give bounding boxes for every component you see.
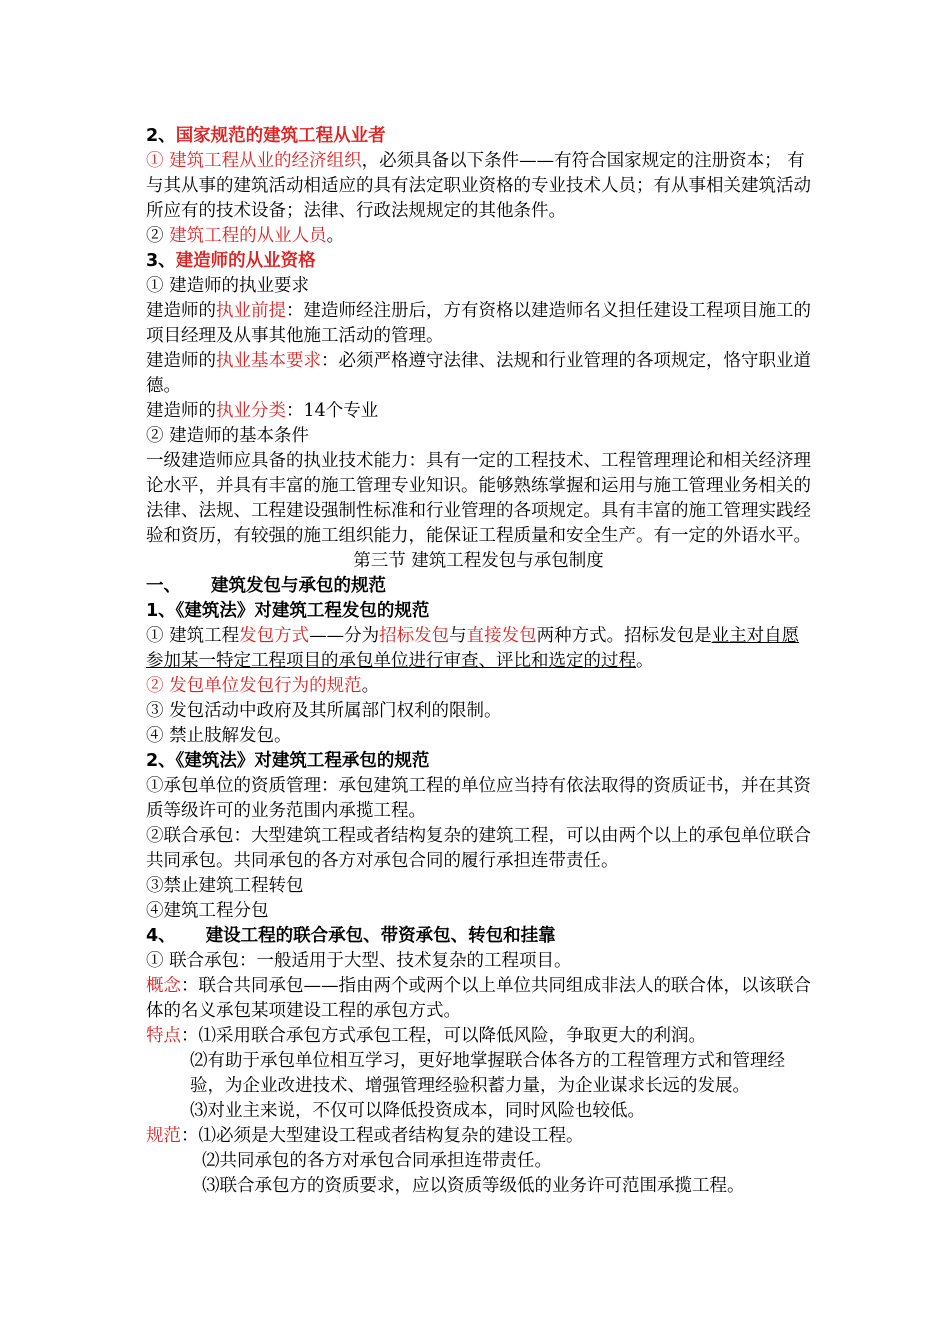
paragraph-government-limits: ③ 发包活动中政府及其所属部门权利的限制。	[146, 701, 502, 721]
paragraph-practice-premise: 建造师的执业前提：建造师经注册后，方有资格以建造师名义担任建设工程项目施工的项目经理及从事其他施工活动的管理。	[146, 301, 811, 346]
heading-3-constructor-qualification: 3、建造师的从业资格	[146, 251, 316, 271]
paragraph-features-2: ⑵有助于承包单位相互学习，更好地掌握联合体各方的工程管理方式和管理经验，为企业改进技术、增强管理经验积蓄力量，为企业谋求长远的发展。	[190, 1051, 785, 1096]
paragraph-norms-2: ⑵共同承包的各方对承包合同承担连带责任。	[202, 1151, 552, 1171]
paragraph-norms-3: ⑶联合承包方的资质要求，应以资质等级低的业务许可范围承揽工程。	[202, 1176, 745, 1196]
paragraph-practice-categories: 建造师的执业分类：14个专业	[146, 401, 379, 421]
item-basic-conditions: ② 建造师的基本条件	[146, 426, 310, 446]
section-title: 第三节 建筑工程发包与承包制度	[353, 551, 604, 571]
paragraph-economic-organization: ① 建筑工程从业的经济组织，必须具备以下条件——有符合国家规定的注册资本； 有与其从事的建筑活动相适应的具有法定职业资格的专业技术人员；有从事相关建筑活动所应有的技术设备；法律、行政法规规定的其他条件。	[146, 151, 811, 221]
paragraph-no-split-contracting: ④ 禁止肢解发包。	[146, 726, 292, 746]
paragraph-qualification-management: ①承包单位的资质管理：承包建筑工程的单位应当持有依法取得的资质证书，并在其资质等级许可的业务范围内承揽工程。	[146, 776, 811, 821]
paragraph-concept: 概念：联合共同承包——指由两个或两个以上单位共同组成非法人的联合体，以该联合体的名义承包某项建设工程的承包方式。	[146, 976, 811, 1021]
document-body	[146, 124, 811, 1199]
paragraph-contracting-methods: ① 建筑工程发包方式——分为招标发包与直接发包两种方式。招标发包是业主对自愿参加某一特定工程项目的承包单位进行审查、评比和选定的过程。	[146, 626, 800, 671]
heading-2-contracting-in: 2、《建筑法》对建筑工程承包的规范	[146, 751, 430, 771]
paragraph-practitioners: ② 建筑工程的从业人员。	[146, 226, 345, 246]
heading-2-from-practitioners: 2、国家规范的建筑工程从业者	[146, 126, 386, 146]
paragraph-features-3: ⑶对业主来说，不仅可以降低投资成本，同时风险也较低。	[190, 1101, 645, 1121]
item-practice-requirements: ① 建造师的执业要求	[146, 276, 310, 296]
paragraph-first-class-ability: 一级建造师应具备的执业技术能力：具有一定的工程技术、工程管理理论和相关经济理论水平，并具有丰富的施工管理专业知识。能够熟练掌握和运用与施工管理业务相关的法律、法规、工程建设强制性标准和行业管理的各项规定。具有丰富的施工管理实践经验和资历，有较强的施工组织能力，能保证工程质量和安全生产。有一定的外语水平。	[146, 451, 811, 546]
heading-part-1: 一、 建筑发包与承包的规范	[146, 576, 386, 596]
paragraph-contractor-behaviour: ② 发包单位发包行为的规范。	[146, 676, 380, 696]
heading-1-contracting-out: 1、《建筑法》对建筑工程发包的规范	[146, 601, 430, 621]
heading-4-joint-contracting: 4、 建设工程的联合承包、带资承包、转包和挂靠	[146, 926, 556, 946]
paragraph-basic-requirements: 建造师的执业基本要求：必须严格遵守法律、法规和行业管理的各项规定，恪守职业道德。	[146, 351, 811, 396]
paragraph-joint-contracting: ②联合承包：大型建筑工程或者结构复杂的建筑工程，可以由两个以上的承包单位联合共同承包。共同承包的各方对承包合同的履行承担连带责任。	[146, 826, 811, 871]
paragraph-joint-contracting-scope: ① 联合承包：一般适用于大型、技术复杂的工程项目。	[146, 951, 572, 971]
paragraph-subcontracting: ④建筑工程分包	[146, 901, 269, 921]
paragraph-norms-1: 规范：⑴必须是大型建设工程或者结构复杂的建设工程。	[146, 1126, 584, 1146]
paragraph-no-subletting: ③禁止建筑工程转包	[146, 876, 304, 896]
paragraph-features-1: 特点：⑴采用联合承包方式承包工程，可以降低风险，争取更大的利润。	[146, 1026, 706, 1046]
